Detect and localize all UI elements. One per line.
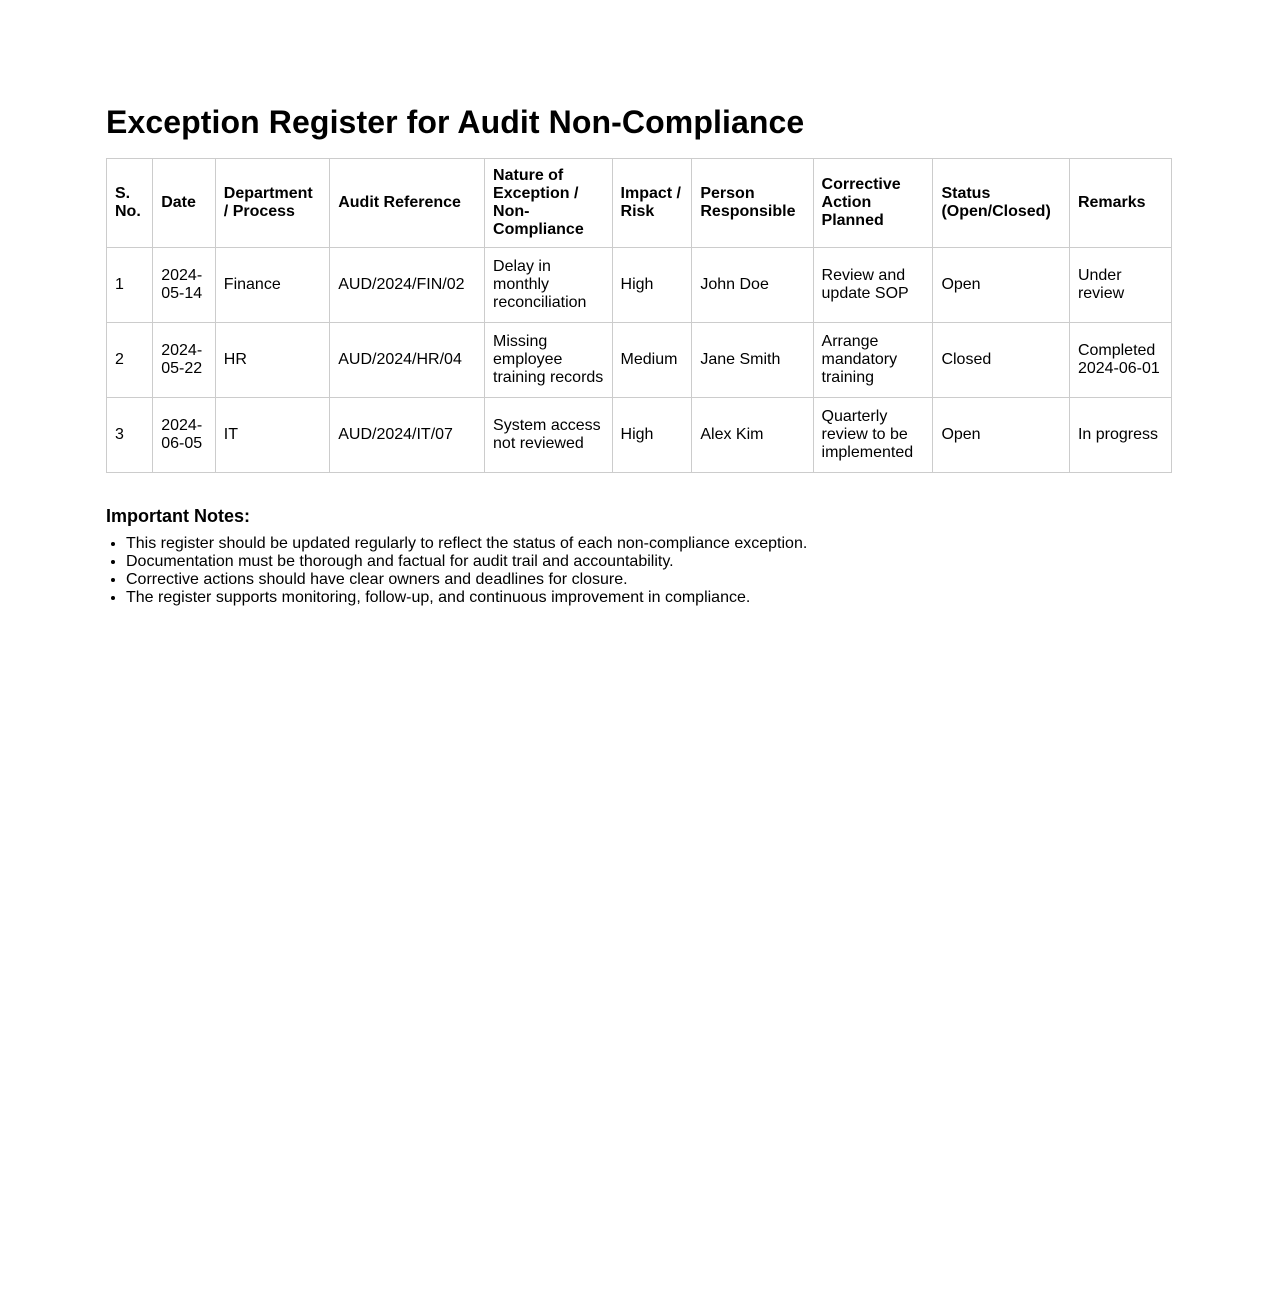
cell-person-responsible: Jane Smith: [692, 323, 813, 398]
exception-register-table: [106, 158, 1172, 473]
cell-corrective-action: Review and update SOP: [813, 248, 933, 323]
cell-date: 2024-05-22: [153, 323, 216, 398]
notes-list: [106, 535, 1172, 607]
table-body: [107, 248, 1172, 473]
table-header-row: [107, 159, 1172, 248]
list-item: • Corrective actions should have clear owners and deadlines for closure.: [126, 571, 1172, 589]
cell-date: 2024-06-05: [153, 398, 216, 473]
cell-department: HR: [215, 323, 329, 398]
cell-audit-reference: AUD/2024/IT/07: [330, 398, 485, 473]
cell-status: Open: [933, 398, 1070, 473]
header-person-responsible: Person Responsible: [692, 159, 813, 248]
list-item: • The register supports monitoring, follow-up, and continuous improvement in compliance.: [126, 589, 1172, 607]
cell-impact-risk: Medium: [612, 323, 692, 398]
cell-status: Open: [933, 248, 1070, 323]
cell-audit-reference: AUD/2024/HR/04: [330, 323, 485, 398]
notes-heading: Important Notes:: [106, 506, 250, 526]
cell-remarks: Completed 2024-06-01: [1069, 323, 1171, 398]
cell-date: 2024-05-14: [153, 248, 216, 323]
list-item: • This register should be updated regularly to reflect the status of each non-compliance exception.: [126, 535, 1172, 553]
cell-department: IT: [215, 398, 329, 473]
table-row: [107, 398, 1172, 473]
cell-status: Closed: [933, 323, 1070, 398]
cell-audit-reference: AUD/2024/FIN/02: [330, 248, 485, 323]
cell-nature-of-exception: System access not reviewed: [485, 398, 612, 473]
cell-impact-risk: High: [612, 248, 692, 323]
header-corrective-action: Corrective Action Planned: [813, 159, 933, 248]
header-department: Department / Process: [215, 159, 329, 248]
cell-remarks: Under review: [1069, 248, 1171, 323]
document-page: [106, 102, 1172, 607]
cell-serial-number: 2: [107, 323, 153, 398]
header-impact-risk: Impact / Risk: [612, 159, 692, 248]
header-date: Date: [153, 159, 216, 248]
header-status: Status (Open/Closed): [933, 159, 1070, 248]
page-title: Exception Register for Audit Non-Compliance: [106, 104, 805, 140]
cell-serial-number: 1: [107, 248, 153, 323]
table-header: [107, 159, 1172, 248]
cell-serial-number: 3: [107, 398, 153, 473]
table-row: [107, 248, 1172, 323]
header-nature-of-exception: Nature of Exception / Non-Compliance: [485, 159, 612, 248]
cell-impact-risk: High: [612, 398, 692, 473]
cell-person-responsible: John Doe: [692, 248, 813, 323]
cell-corrective-action: Arrange mandatory training: [813, 323, 933, 398]
table-row: [107, 323, 1172, 398]
cell-department: Finance: [215, 248, 329, 323]
header-serial-number: S. No.: [107, 159, 153, 248]
header-remarks: Remarks: [1069, 159, 1171, 248]
list-item: • Documentation must be thorough and factual for audit trail and accountability.: [126, 553, 1172, 571]
cell-person-responsible: Alex Kim: [692, 398, 813, 473]
cell-nature-of-exception: Delay in monthly reconciliation: [485, 248, 612, 323]
cell-remarks: In progress: [1069, 398, 1171, 473]
cell-nature-of-exception: Missing employee training records: [485, 323, 612, 398]
header-audit-reference: Audit Reference: [330, 159, 485, 248]
cell-corrective-action: Quarterly review to be implemented: [813, 398, 933, 473]
